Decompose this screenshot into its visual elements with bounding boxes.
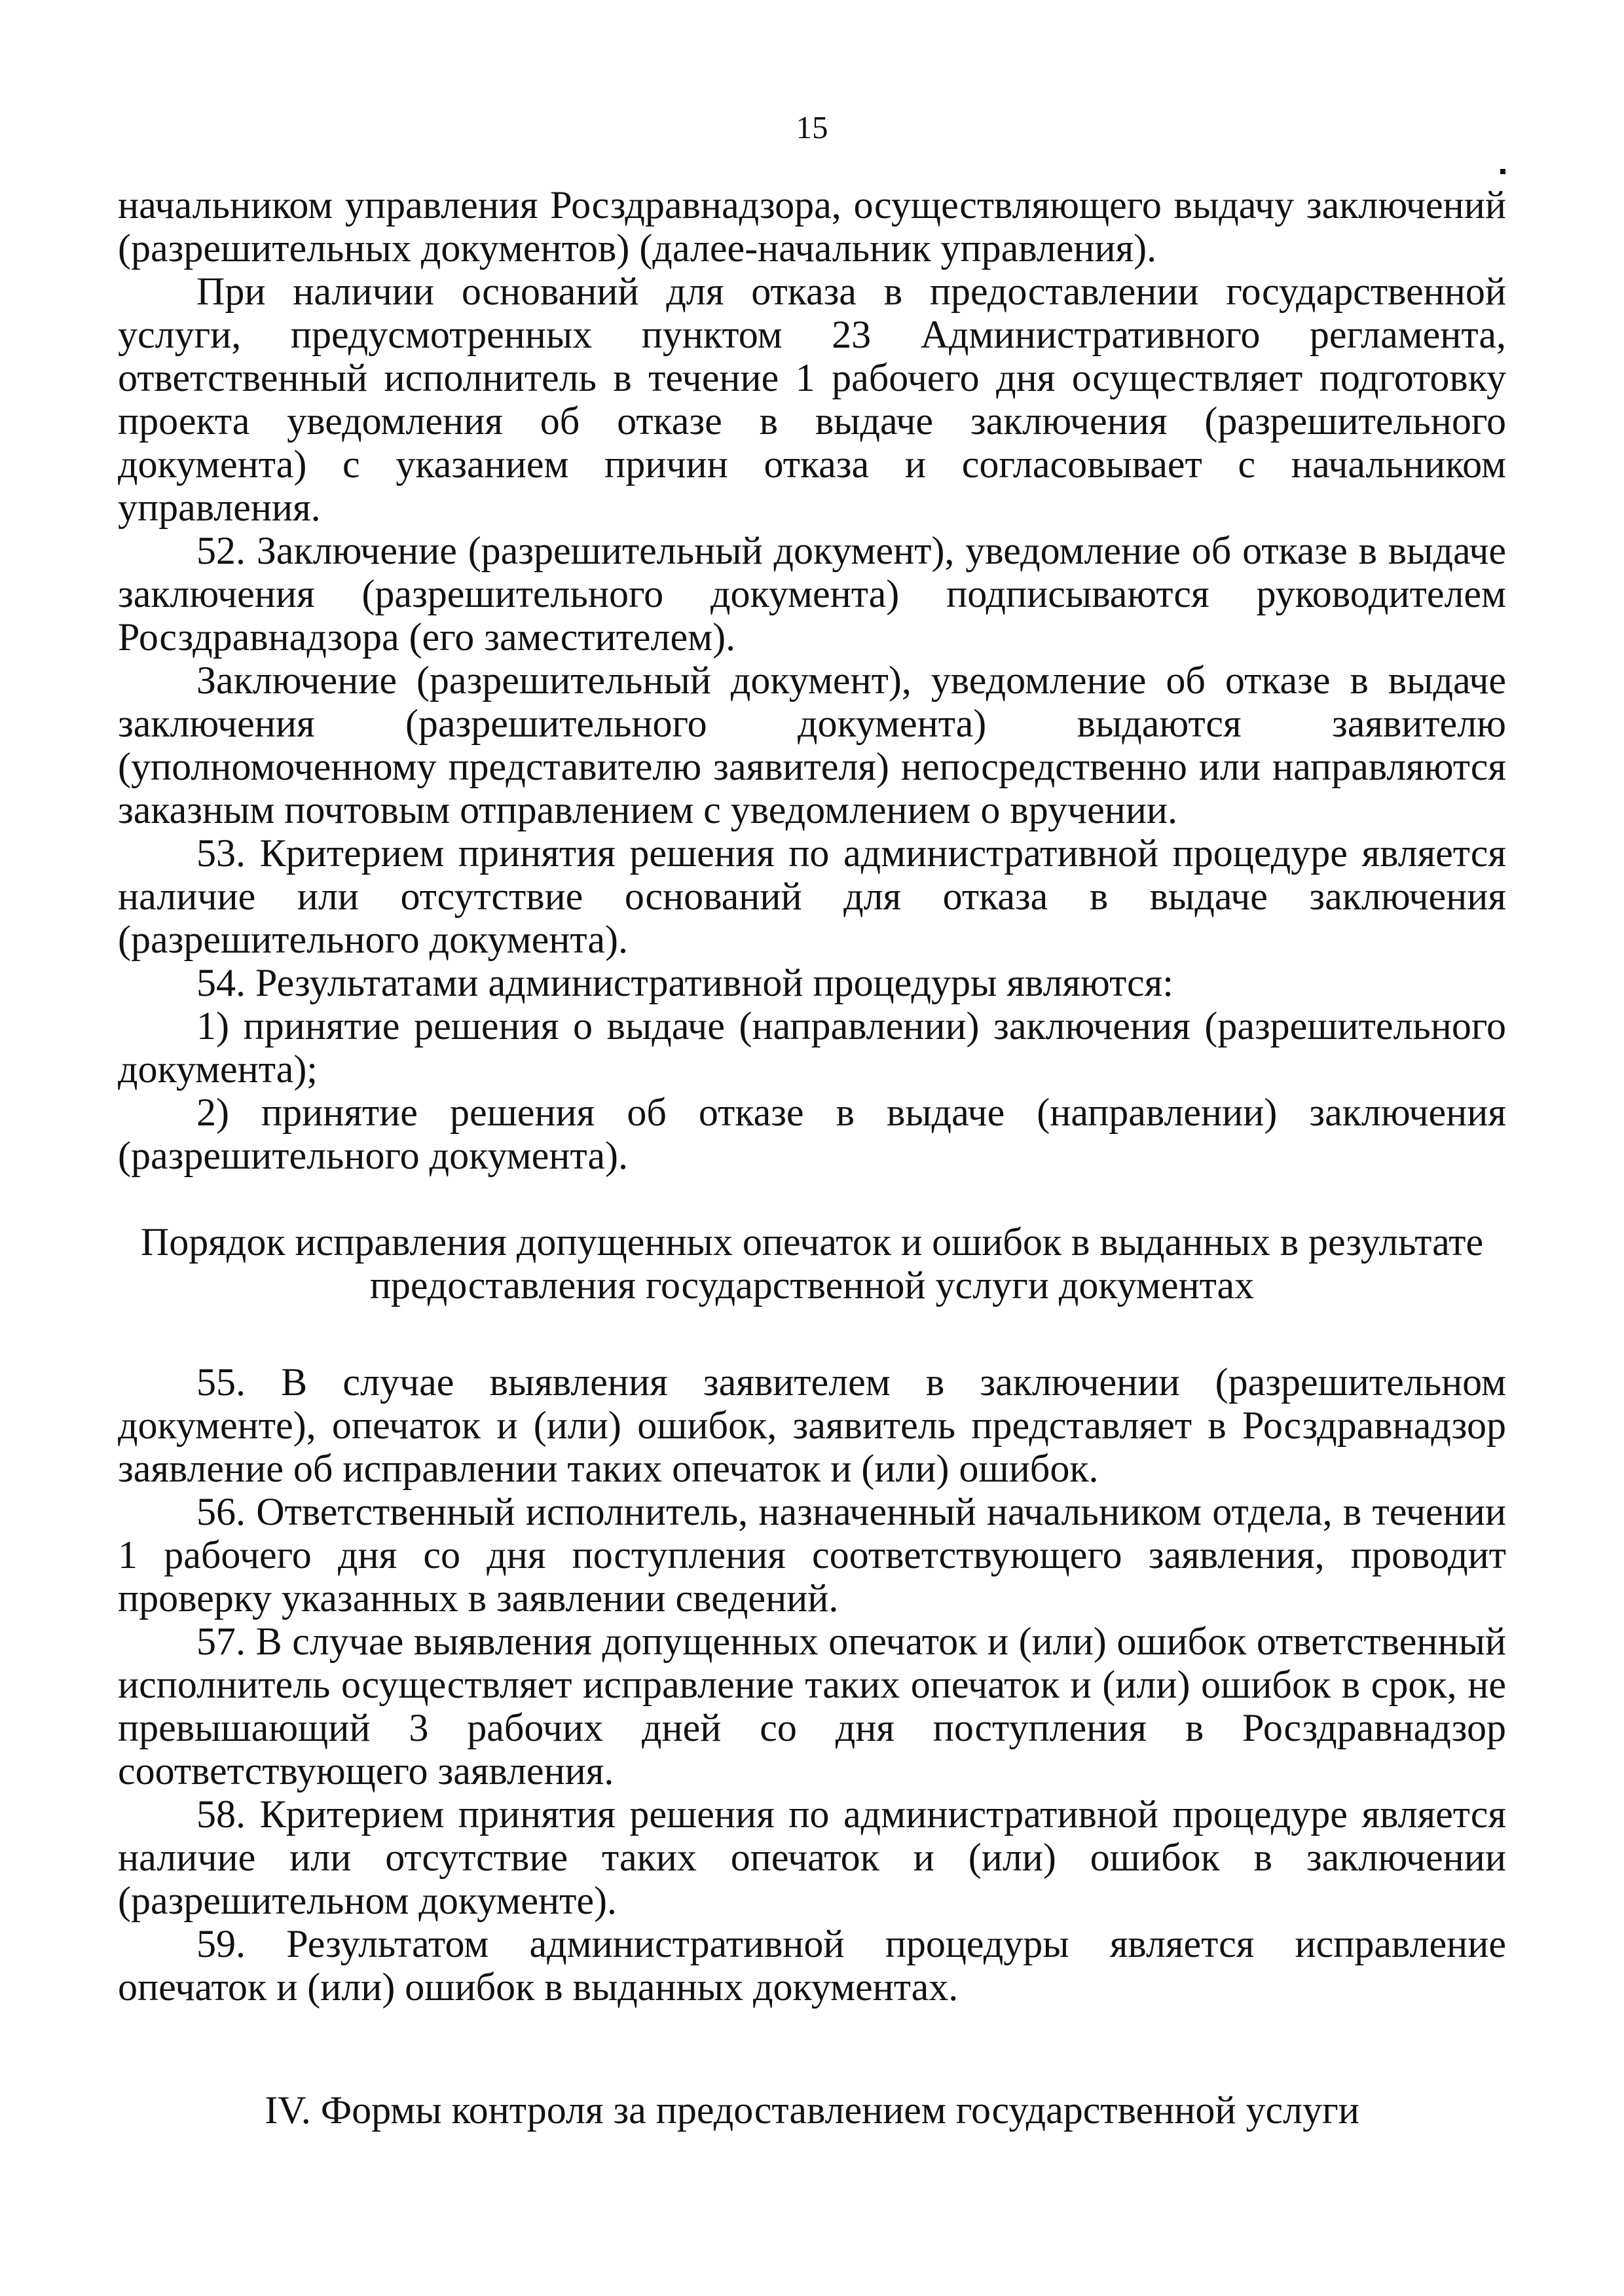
paragraph-53: 53. Критерием принятия решения по административной процедуре является наличие или отсутствие оснований для отказа в выдаче заключения (разрешительного документа). [118, 831, 1506, 961]
section-title: IV. Формы контроля за предоставлением государственной услуги [265, 2088, 1359, 2132]
paragraph-issuance: Заключение (разрешительный документ), уведомление об отказе в выдаче заключения (разрешительного документа) выдаются заявителю (уполномоченному представителю заявителя) непосредственно или направляются заказным почтовым отправлением с уведомлением о вручении. [118, 659, 1506, 831]
document-body [118, 183, 1506, 2132]
paragraph-57: 57. В случае выявления допущенных опечаток и (или) ошибок ответственный исполнитель осуществляет исправление таких опечаток и (или) ошибок в срок, не превышающий 3 рабочих дней со дня поступления в Росздравнадзор соответствующего заявления. [118, 1620, 1506, 1793]
scan-dot [1500, 169, 1505, 174]
page-number: 15 [796, 109, 828, 145]
paragraph-58: 58. Критерием принятия решения по административной процедуре является наличие или отсутствие таких опечаток и (или) ошибок в заключении (разрешительном документе). [118, 1793, 1506, 1922]
paragraph-56: 56. Ответственный исполнитель, назначенный начальником отдела, в течении 1 рабочего дня со дня поступления соответствующего заявления, проводит проверку указанных в заявлении сведений. [118, 1490, 1506, 1620]
paragraph-55: 55. В случае выявления заявителем в заключении (разрешительном документе), опечаток и (или) ошибок, заявитель представляет в Росздравнадзор заявление об исправлении таких опечаток и (или) ошибок. [118, 1360, 1506, 1490]
subsection-heading-line-1: Порядок исправления допущенных опечаток и ошибок в выданных в результате [140, 1220, 1484, 1264]
paragraph-refusal-grounds: При наличии оснований для отказа в предоставлении государственной услуги, предусмотренных пунктом 23 Административного регламента, ответственный исполнитель в течение 1 рабочего дня осуществляет подготовку проекта уведомления об отказе в выдаче заключения (разрешительного документа) с указанием причин отказа и согласовывает с начальником управления. [118, 270, 1506, 529]
paragraph-continuation: начальником управления Росздравнадзора, осуществляющего выдачу заключений (разрешительных документов) (далее-начальник управления). [118, 183, 1506, 270]
list-item-2: 2) принятие решения об отказе в выдаче (направлении) заключения (разрешительного документа). [118, 1091, 1506, 1177]
subsection-heading [118, 1220, 1506, 1307]
list-item-1: 1) принятие решения о выдаче (направлении) заключения (разрешительного документа); [118, 1004, 1506, 1091]
paragraph-59: 59. Результатом административной процедуры является исправление опечаток и (или) ошибок в выданных документах. [118, 1922, 1506, 2009]
subsection-heading-line-2: предоставления государственной услуги документах [369, 1264, 1255, 1307]
paragraph-54: 54. Результатами административной процедуры являются: [196, 961, 1173, 1004]
paragraph-52: 52. Заключение (разрешительный документ), уведомление об отказе в выдаче заключения (разрешительного документа) подписываются руководителем Росздравнадзора (его заместителем). [118, 529, 1506, 659]
